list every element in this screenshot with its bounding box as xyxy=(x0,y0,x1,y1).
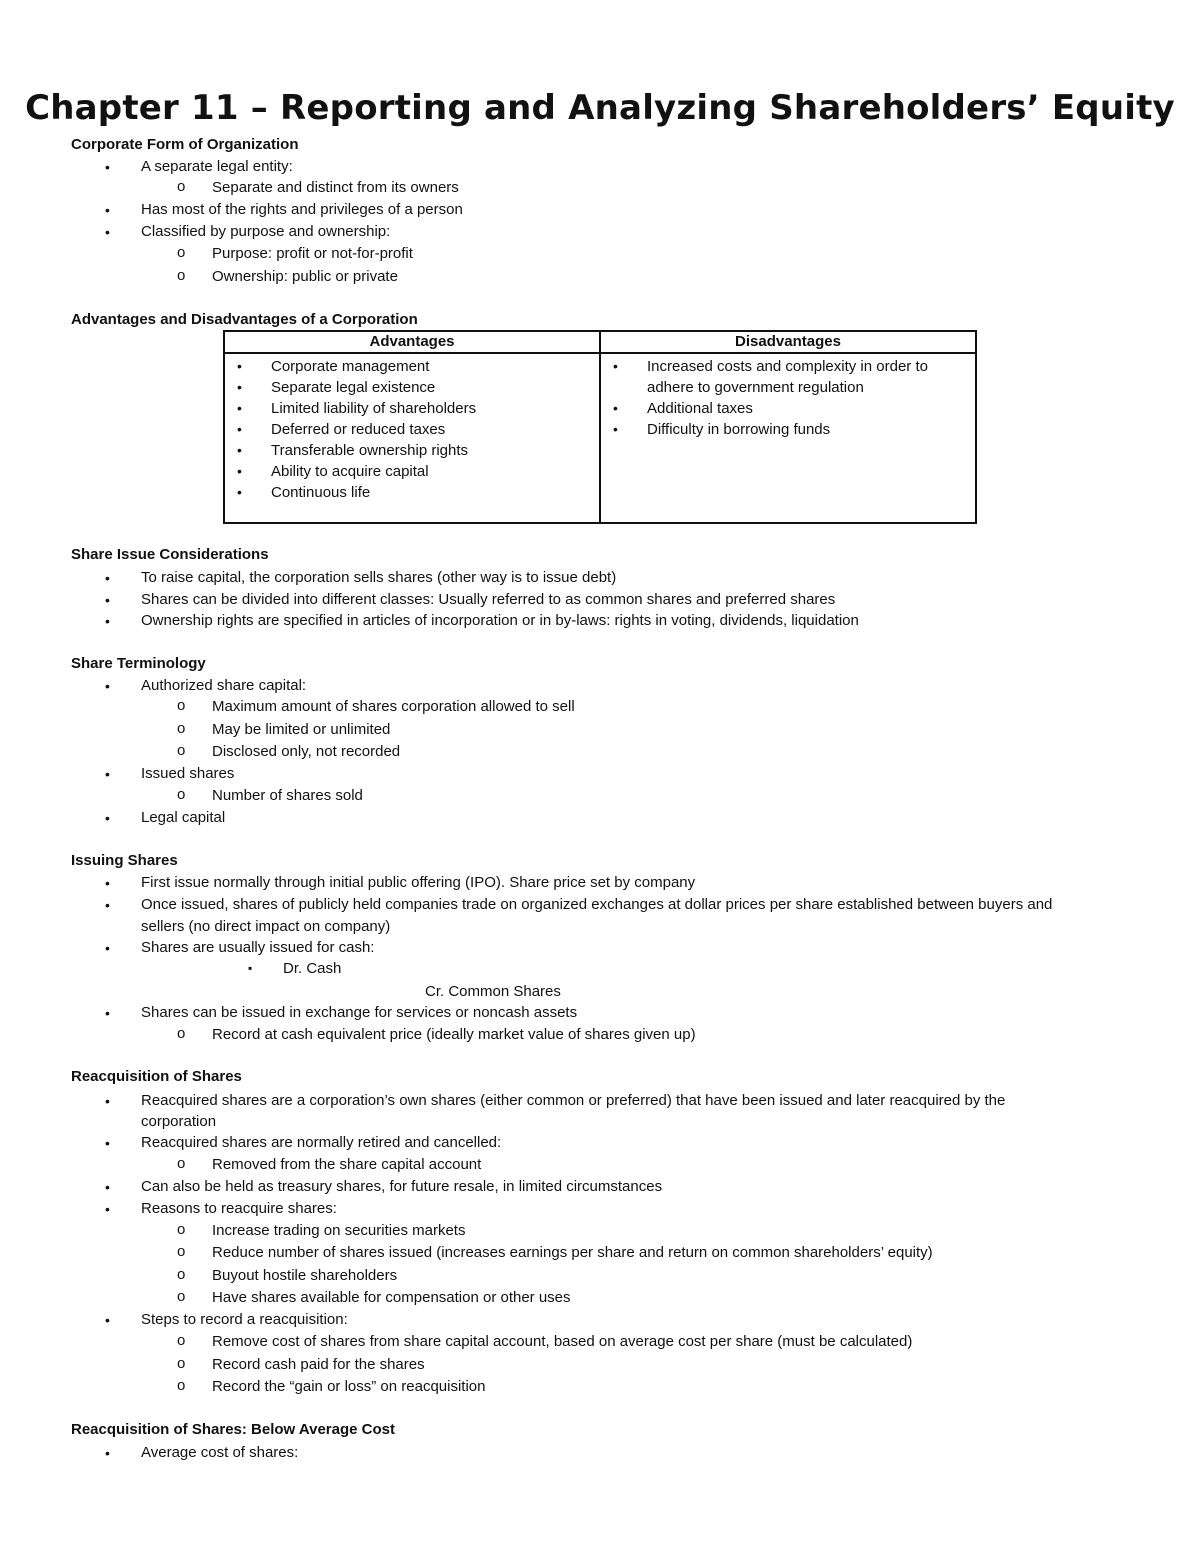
list-item: • Difficulty in borrowing funds xyxy=(601,419,975,440)
list-item: • Reacquired shares are normally retired and cancelled: xyxy=(141,1133,501,1153)
list-item: o Buyout hostile shareholders xyxy=(212,1266,397,1286)
list-item: • Average cost of shares: xyxy=(141,1443,298,1463)
list-item: o Record at cash equivalent price (ideally market value of shares given up) xyxy=(212,1025,696,1045)
section-heading-below-average-cost: Reacquisition of Shares: Below Average Cost xyxy=(71,1421,395,1438)
list-item: • Increased costs and complexity in order to adhere to government regulation xyxy=(601,356,975,398)
journal-debit: ▪ Dr. Cash xyxy=(283,959,341,979)
list-item: o Removed from the share capital account xyxy=(212,1155,481,1175)
list-item: • Reacquired shares are a corporation’s own shares (either common or preferred) that have been issued and later reacquired by the xyxy=(141,1091,1005,1111)
list-item: • Corporate management xyxy=(225,356,599,377)
list-item: • Issued shares xyxy=(141,764,234,784)
list-item: • Additional taxes xyxy=(601,398,975,419)
section-heading-terminology: Share Terminology xyxy=(71,655,206,672)
list-item: • Limited liability of shareholders xyxy=(225,398,599,419)
section-heading-reacquisition: Reacquisition of Shares xyxy=(71,1068,242,1085)
list-item: • Continuous life xyxy=(225,482,599,503)
list-item: • Steps to record a reacquisition: xyxy=(141,1310,348,1330)
list-item: o Reduce number of shares issued (increases earnings per share and return on common shareholders’ equity) xyxy=(212,1243,933,1263)
table-header-advantages: Advantages xyxy=(224,331,600,353)
list-item: o Purpose: profit or not-for-profit xyxy=(212,244,413,264)
disadvantages-cell xyxy=(600,353,976,523)
advantages-table xyxy=(223,330,977,524)
section-heading-issuing: Issuing Shares xyxy=(71,852,178,869)
section-heading-corporate-form: Corporate Form of Organization xyxy=(71,136,299,153)
list-item: • Legal capital xyxy=(141,808,225,828)
list-item-continuation: sellers (no direct impact on company) xyxy=(141,918,391,935)
list-item: • Ability to acquire capital xyxy=(225,461,599,482)
list-item: • Ownership rights are specified in articles of incorporation or in by-laws: rights in voting, dividends, liquidation xyxy=(141,611,859,631)
table-header-disadvantages: Disadvantages xyxy=(600,331,976,353)
list-item: • To raise capital, the corporation sells shares (other way is to issue debt) xyxy=(141,568,616,588)
section-heading-share-issue: Share Issue Considerations xyxy=(71,546,269,563)
list-item: o Record the “gain or loss” on reacquisition xyxy=(212,1377,485,1397)
list-item: • First issue normally through initial public offering (IPO). Share price set by company xyxy=(141,873,695,893)
list-item: o Have shares available for compensation or other uses xyxy=(212,1288,571,1308)
list-item: o Number of shares sold xyxy=(212,786,363,806)
list-item: • Once issued, shares of publicly held companies trade on organized exchanges at dollar prices per share established between buyers and xyxy=(141,895,1052,915)
journal-credit: Cr. Common Shares xyxy=(425,983,561,1000)
list-item: • A separate legal entity: xyxy=(141,157,293,177)
list-item: • Separate legal existence xyxy=(225,377,599,398)
list-item: • Deferred or reduced taxes xyxy=(225,419,599,440)
list-item: • Authorized share capital: xyxy=(141,676,306,696)
list-item: • Shares can be issued in exchange for services or noncash assets xyxy=(141,1003,577,1023)
list-item: • Shares are usually issued for cash: xyxy=(141,938,374,958)
list-item: • Shares can be divided into different classes: Usually referred to as common shares and preferred shares xyxy=(141,590,835,610)
advantages-cell xyxy=(224,353,600,523)
list-item: • Can also be held as treasury shares, for future resale, in limited circumstances xyxy=(141,1177,662,1197)
list-item: o Remove cost of shares from share capital account, based on average cost per share (must be calculated) xyxy=(212,1332,912,1352)
list-item: o Record cash paid for the shares xyxy=(212,1355,425,1375)
list-item: o Ownership: public or private xyxy=(212,267,398,287)
list-item: • Has most of the rights and privileges of a person xyxy=(141,200,463,220)
list-item: o Disclosed only, not recorded xyxy=(212,742,400,762)
section-heading-advantages: Advantages and Disadvantages of a Corporation xyxy=(71,311,418,328)
page-title: Chapter 11 – Reporting and Analyzing Shareholders’ Equity xyxy=(25,88,1175,128)
list-item: • Classified by purpose and ownership: xyxy=(141,222,390,242)
list-item: o Increase trading on securities markets xyxy=(212,1221,465,1241)
list-item: • Reasons to reacquire shares: xyxy=(141,1199,337,1219)
list-item: • Transferable ownership rights xyxy=(225,440,599,461)
list-item: o Separate and distinct from its owners xyxy=(212,178,459,198)
list-item: o Maximum amount of shares corporation allowed to sell xyxy=(212,697,575,717)
list-item: o May be limited or unlimited xyxy=(212,720,390,740)
list-item-continuation: corporation xyxy=(141,1113,217,1130)
